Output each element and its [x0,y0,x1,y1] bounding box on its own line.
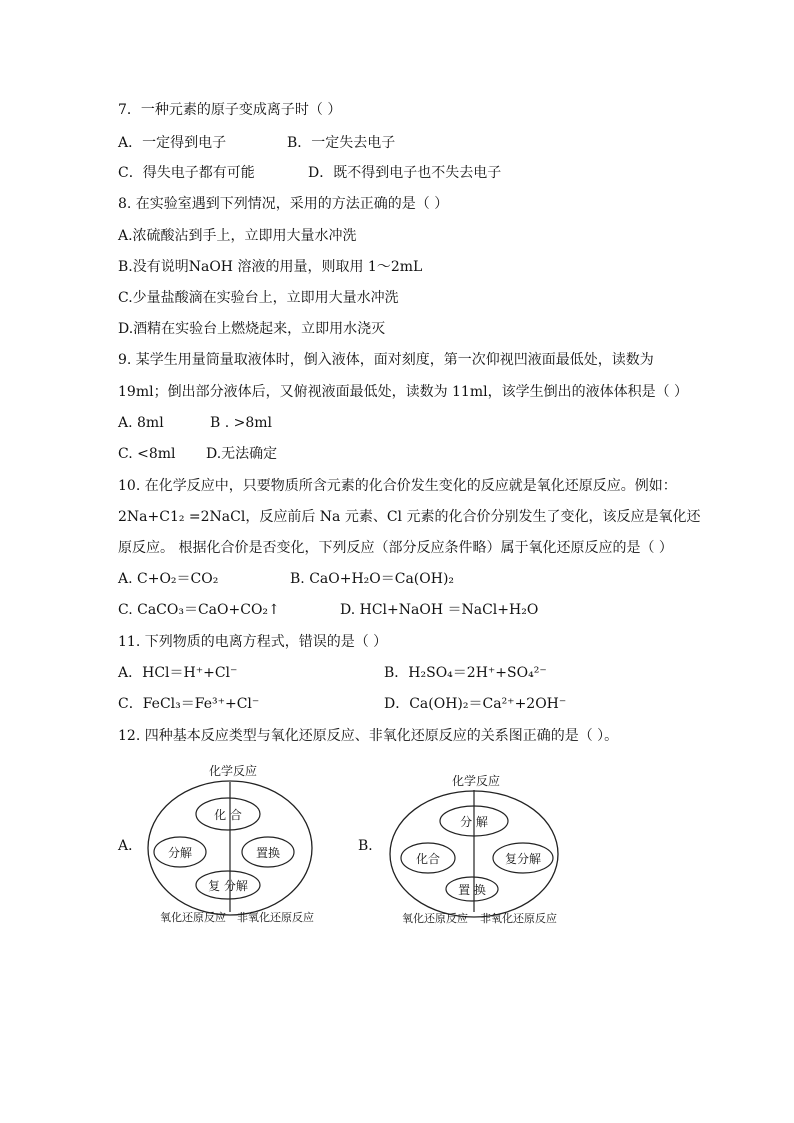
q7-stem: 7．一种元素的原子变成离子时（ ） [118,102,342,118]
q7-option-d: D．既不得到电子也不失去电子 [308,165,502,181]
q11-option-a: A．HCl＝H⁺+Cl⁻ [118,665,238,681]
diagram-b-top-text: 分 解 [460,815,488,829]
diagram-a-bottom-text: 复 分解 [208,879,248,893]
diagram-a [140,760,330,930]
q10-option-b: B. CaO+H₂O＝Ca(OH)₂ [290,571,455,587]
q8-option-c: C.少量盐酸滴在实验台上，立即用大量水冲洗 [118,290,399,306]
q10-option-d: D. HCl+NaOH ＝NaCl+H₂O [340,602,539,618]
diagram-b-bottom-text: 置 换 [458,883,486,897]
diagram-b [388,770,578,930]
q10-stem-line2: 2Na+C1₂ =2NaCl，反应前后 Na 元素、Cl 元素的化合价分别发生了变化，该反应是氧化还 [118,509,701,525]
q10-option-c: C. CaCO₃＝CaO+CO₂↑ [118,602,280,618]
q9-option-b: B . >8ml [210,415,273,431]
q11-option-b: B．H₂SO₄＝2H⁺+SO₄²⁻ [384,665,547,681]
q9-option-a: A. 8ml [118,415,164,431]
q9-stem-line2: 19ml；倒出部分液体后，又俯视液面最低处，读数为 11ml，该学生倒出的液体体积是（ ） [118,384,689,400]
q11-stem: 11. 下列物质的电离方程式，错误的是（ ） [118,634,388,650]
q7-option-b: B．一定失去电子 [287,135,396,151]
diagram-a-label-right: 非氧化还原反应 [237,911,314,924]
q9-option-c: C. <8ml [118,446,176,462]
q9-stem-line1: 9. 某学生用量筒量取液体时，倒入液体，面对刻度，第一次仰视凹液面最低处，读数为 [118,352,654,368]
q12-option-a-label: A． [118,838,143,854]
q7-option-c: C．得失电子都有可能 [118,165,255,181]
q8-option-a: A.浓硫酸沾到手上，立即用大量水冲洗 [118,228,357,244]
q8-option-d: D.酒精在实验台上燃烧起来，立即用水浇灭 [118,321,386,337]
q10-stem-line1: 10. 在化学反应中，只要物质所含元素的化合价发生变化的反应就是氧化还原反应。例如： [118,478,677,494]
q10-option-a: A. C+O₂＝CO₂ [118,571,219,587]
diagram-b-title: 化学反应 [451,774,501,788]
q12-option-b-label: B． [358,838,383,854]
diagram-a-right-text: 置换 [255,846,281,860]
diagram-a-title: 化学反应 [208,764,258,778]
diagram-b-right-text: 复分解 [504,852,542,866]
diagram-a-label-left: 氧化还原反应 [160,911,226,924]
q9-option-d: D.无法确定 [206,446,278,462]
q11-option-d: D．Ca(OH)₂＝Ca²⁺+2OH⁻ [384,696,567,712]
q8-option-b: B.没有说明NaOH 溶液的用量，则取用 1～2mL [118,259,423,275]
diagram-a-left-text: 分解 [167,846,193,860]
q12-stem: 12. 四种基本反应类型与氧化还原反应、非氧化还原反应的关系图正确的是（ ）。 [118,728,619,744]
diagram-b-left-text: 化合 [415,852,441,866]
q10-stem-line3: 原反应。 根据化合价是否变化，下列反应（部分反应条件略）属于氧化还原反应的是（ ） [118,540,673,556]
q8-stem: 8. 在实验室遇到下列情况，采用的方法正确的是（ ） [118,196,449,212]
diagram-b-label-left: 氧化还原反应 [402,912,468,925]
diagram-b-label-right: 非氧化还原反应 [480,912,557,925]
diagram-a-top-text: 化 合 [214,808,242,822]
q7-option-a: A．一定得到电子 [118,135,227,151]
q11-option-c: C．FeCl₃＝Fe³⁺+Cl⁻ [118,696,260,712]
